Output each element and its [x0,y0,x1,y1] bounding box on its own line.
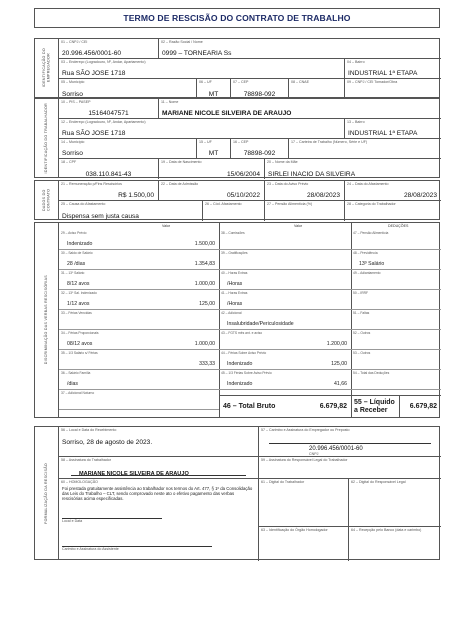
field-01-value: 20.996.456/0001-60 [62,50,122,57]
field-03-label: 03 – Endereço (Logradouro, Nº, Andar, Apartamento) [61,60,146,64]
field-11-value: MARIANE NICOLE SILVEIRA DE ARAUJO [162,110,292,117]
earning-item [59,250,219,270]
field-07-label: 07 – CEP [233,80,249,84]
earning-item-label: 37 – Adicional Noturno [61,391,95,395]
field-14-label: 14 – Município [61,140,85,144]
field-26-label: 26 – Cód. Afastamento [205,202,242,206]
earning-item-label: 35 – 1/3 Salário s/ Férias [61,351,98,355]
field-25 [59,201,203,221]
worker-section-label: IDENTIFICAÇÃO DO TRABALHADOR [44,102,49,174]
earning-item-reference: 28 /dias [67,261,86,267]
gross-total-value: 6.679,82 [319,403,347,410]
deduction-item [351,270,441,290]
earning-extra-item-label: 44 – Férias Sobre Aviso Prévio [221,351,267,355]
field-17 [289,139,441,159]
field-11 [159,99,441,119]
field-21-label: 21 – Remuneração p/Fins Rescisórios [61,182,122,186]
earning-item-label: 30 – Saldo de Salário [61,251,93,255]
earning-item-label: 33 – Férias Vencidas [61,311,92,315]
field-13-value: INDUSTRIAL 1ª ETAPA [348,130,418,137]
deduction-item-label: 53 – Outros [353,351,371,355]
field-04-value: INDUSTRIAL 1ª ETAPA [348,70,418,77]
deduction-item [351,330,441,350]
earning-item-amount: 125,00 [199,301,215,307]
field-14-value: Sorriso [62,150,83,157]
field-13-label: 13 – Bairro [347,120,365,124]
earning-extra-item [219,350,351,370]
earning-extra-item-label: 43 – FGTS mês ant. e aviso [221,331,263,335]
local-data-label: Local e Data [62,519,83,523]
field-23-value: 28/08/2023 [306,192,340,199]
field-57 [259,427,441,457]
field-62 [349,479,441,527]
field-27 [265,201,345,221]
earning-item-reference: 08/12 avos [67,341,93,347]
field-04-label: 04 – Bairro [347,60,365,64]
earning-extra-item-label: 45 – 1/3 Férias Sobre Aviso Prévio [221,371,272,375]
field-15-label: 15 – UF [199,140,212,144]
rescission-section-label-box [35,223,59,417]
earning-item-label: 29 – Aviso Prévio [61,231,87,235]
field-01 [59,39,159,59]
net-divider [399,395,400,417]
earning-extra-item-label: 39 – Gratificações [221,251,248,255]
field-12 [59,119,345,139]
gross-total-label: 46 – Total Bruto [223,403,276,410]
earning-extra-item [219,250,351,270]
field-10 [59,99,159,119]
earning-extra-item-reference: Insalubridade/Periculosidade [227,321,294,327]
field-10-value: 15164047571 [88,110,129,117]
earning-extra-item [219,230,351,250]
field-18 [59,159,159,179]
field-16-label: 16 – CEP [233,140,249,144]
earning-item [59,350,219,370]
field-16 [231,139,289,159]
gross-total-box [219,395,351,419]
field-23 [265,181,345,201]
earning-item-label: 31 – 13º Salário [61,271,85,275]
field-08 [289,79,345,99]
earning-item-amount: 1.000,00 [194,341,215,347]
col2-value-header: Valor [294,224,303,228]
net-total-box [351,395,441,419]
field-58-value: MARIANE NICOLE SILVEIRA DE ARAUJO [79,471,189,477]
net-total-value: 6.679,82 [409,403,437,410]
field-60-label: 60 – HOMOLOGAÇÃO [61,480,98,484]
earning-extra-item [219,310,351,330]
field-15-value: MT [208,150,219,157]
earning-item-label: 34 – Férias Proporcionais [61,331,99,335]
field-03-value: Rua SÃO JOSE 1718 [62,70,126,77]
earning-extra-item-amount: 41,66 [334,381,347,387]
field-28-label: 28 – Categoria do Trabalhador [347,202,396,206]
deduction-item [351,250,441,270]
field-14 [59,139,197,159]
earning-item-reference: /dias [67,381,78,387]
earning-extra-item-label: 42 – Adicional [221,311,242,315]
field-21-value: R$ 1.500,00 [118,192,154,199]
earning-item-amount: 1.500,00 [194,241,215,247]
field-56-label: 56 – Local e Data do Recebimento [61,428,117,432]
field-59-label: 59 – Assinatura do Responsável Legal do Trabalhador [261,458,348,462]
field-05-label: 05 – Município [61,80,85,84]
deduction-item [351,310,441,330]
field-27-label: 27 – Pensão Alimentícia (%) [267,202,313,206]
field-59 [259,457,441,479]
field-09 [345,79,441,99]
employer-section-label: IDENTIFICAÇÃO DO EMPREGADOR [42,48,51,88]
rescission-section-label: DISCRIMINAÇÃO DAS VERBAS RESCISÓRIAS [44,275,49,365]
field-02-label: 02 – Razão Social / Nome [161,40,203,44]
earning-item [59,370,219,390]
field-28 [345,201,441,221]
field-58-label: 58 – Assinatura do Trabalhador [61,458,111,462]
deduction-item-label: 51 – Faltas [353,311,370,315]
employer-cnpj-value: 20.996.456/0001-60 [309,446,363,452]
field-20-label: 20 – Nome da Mãe [267,160,298,164]
earning-extra-item-label: 41 – Horas Extras [221,291,248,295]
field-09-label: 09 – CNPJ / CEI Tomador/Obra [347,80,398,84]
earning-item-label: 32 – 13º Sal. Indenizado [61,291,97,295]
field-06 [197,79,231,99]
field-23-label: 23 – Data do Aviso Prévio [267,182,309,186]
field-17-label: 17 – Carteira de Trabalho (Número, Série e UF) [291,140,368,144]
earning-extra-item [219,370,351,390]
earning-extra-item-label: 38 – Comissões [221,231,245,235]
earning-item [59,270,219,290]
worker-section [34,98,440,178]
homologation-text: Foi prestada gratuitamente assistência ao trabalhador nos termos do Art. 477, § 1º da Consolidação das Leis do Trabalho – CLT, sendo comprovado neste ato o efetivo pagamento das verbas rescisórias acima especificadas. [62,486,253,502]
earning-extra-item [219,290,351,310]
field-18-label: 18 – CPF [61,160,77,164]
earning-item [59,330,219,350]
earning-item-label: 36 – Salário Família [61,371,91,375]
earning-item [59,310,219,330]
earning-item-reference: 1/12 avos [67,301,90,307]
field-12-label: 12 – Endereço (Logradouro, Nº, Andar, Apartamento) [61,120,146,124]
contract-section-label: DADOS DO CONTRATO [42,188,51,212]
deduction-item-reference: 13º Salário [359,261,385,267]
earning-extra-item-reference: Indenizado [227,361,253,367]
deduction-item-label: 50 – IRRF [353,291,369,295]
rescission-section [34,222,440,418]
field-11-label: 11 – Nome [161,100,179,104]
earning-item-amount: 1.000,00 [194,281,215,287]
field-22 [159,181,265,201]
field-24-value: 28/08/2023 [403,192,437,199]
form-title: TERMO DE RESCISÃO DO CONTRATO DE TRABALHO [34,8,440,28]
deduction-item [351,350,441,370]
field-56 [59,427,259,457]
field-07 [231,79,289,99]
employer-signature-line [269,443,431,444]
field-24 [345,181,441,201]
earning-extra-item [219,330,351,350]
field-20-value: SIRLEI INACIO DA SILVEIRA [268,171,356,178]
field-05-value: Sorriso [62,91,83,98]
field-10-label: 10 – PIS – PASEP [61,100,91,104]
earning-extra-item-amount: 1.200,00 [326,341,347,347]
field-19-label: 19 – Data de Nascimento [161,160,202,164]
employer-section-label-box [35,39,59,97]
field-58 [59,457,259,479]
field-19-value: 15/06/2004 [226,171,260,178]
field-25-label: 25 – Causa do Afastamento [61,202,106,206]
field-62-label: 62 – Digital do Responsável Legal [351,480,406,484]
field-64-label: 64 – Recepção pelo Banco (data e carimbo) [351,528,422,532]
field-12-value: Rua SÃO JOSE 1718 [62,130,126,137]
earning-item-reference: 8/12 avos [67,281,90,287]
field-16-value: 78898-092 [243,150,276,157]
earning-item-amount: 1.354,83 [194,261,215,267]
field-61-label: 61 – Digital do Trabalhador [261,480,305,484]
deduction-item [351,230,441,250]
deduction-item [351,290,441,310]
field-22-label: 22 – Data de Admissão [161,182,199,186]
earning-extra-item-reference: /Horas [227,301,243,307]
field-06-label: 06 – UF [199,80,212,84]
field-15 [197,139,231,159]
earning-extra-item-amount: 125,00 [331,361,347,367]
earning-item [59,230,219,250]
earning-item [59,390,219,410]
formalization-section-label: FORMALIZAÇÃO DA RESCISÃO [44,462,49,524]
deduction-item-label: 48 – Previdência [353,251,378,255]
worker-section-label-box [35,99,59,177]
employer-section [34,38,440,98]
field-07-value: 78898-092 [243,91,276,98]
field-02-value: 0999 – TORNEARIA Ss [162,50,232,57]
contract-section-label-box [35,181,59,219]
deductions-header: DEDUÇÕES [388,224,409,228]
field-13 [345,119,441,139]
contract-section [34,180,440,220]
field-05 [59,79,197,99]
deduction-item-label: 47 – Pensão Alimentícia [353,231,389,235]
worker-signature-line [71,475,246,476]
field-19 [159,159,265,179]
earning-extra-item-label: 40 – Horas Extras [221,271,248,275]
earning-item [59,290,219,310]
net-total-label: 55 – Líquido a Receber [354,399,395,414]
field-26 [203,201,265,221]
field-63 [259,527,349,561]
field-18-value: 038.110.841-43 [85,171,132,178]
assistant-signature-label: Carimbo e Assinatura do Assistente [62,547,119,551]
earning-extra-item-reference: /Horas [227,281,243,287]
earning-extra-item [219,270,351,290]
deduction-item-label: 52 – Outros [353,331,371,335]
field-21 [59,181,159,201]
formalization-section [34,426,440,560]
field-03 [59,59,345,79]
formalization-section-label-box [35,427,59,559]
deduction-item [351,370,441,390]
deduction-item-label: 49 – Adiantamento [353,271,381,275]
field-64 [349,527,441,561]
earning-item-amount: 333,33 [199,361,215,367]
col1-value-header: Valor [162,224,171,228]
field-01-label: 01 – CNPJ / CEI [61,40,88,44]
field-25-value: Dispensa sem justa causa [62,213,139,220]
field-63-label: 63 – Identificação do Órgão Homologador [261,528,328,532]
field-56-value: Sorriso, 28 de agosto de 2023. [62,439,153,446]
field-02 [159,39,441,59]
field-04 [345,59,441,79]
field-61 [259,479,349,527]
field-22-value: 05/10/2022 [226,192,260,199]
earning-extra-item-reference: Indenizado [227,381,253,387]
field-06-value: MT [208,91,219,98]
field-57-label: 57 – Carimbo e Assinatura do Empregador ou Preposto [261,428,350,432]
field-08-label: 08 – CNAE [291,80,309,84]
field-20 [265,159,441,179]
employer-cnpj-label: CNPJ [309,452,319,456]
earning-item-reference: Indenizado [67,241,93,247]
deduction-item-label: 54 – Total das Deduções [353,371,390,375]
field-24-label: 24 – Data do Afastamento [347,182,389,186]
field-60 [59,479,259,561]
